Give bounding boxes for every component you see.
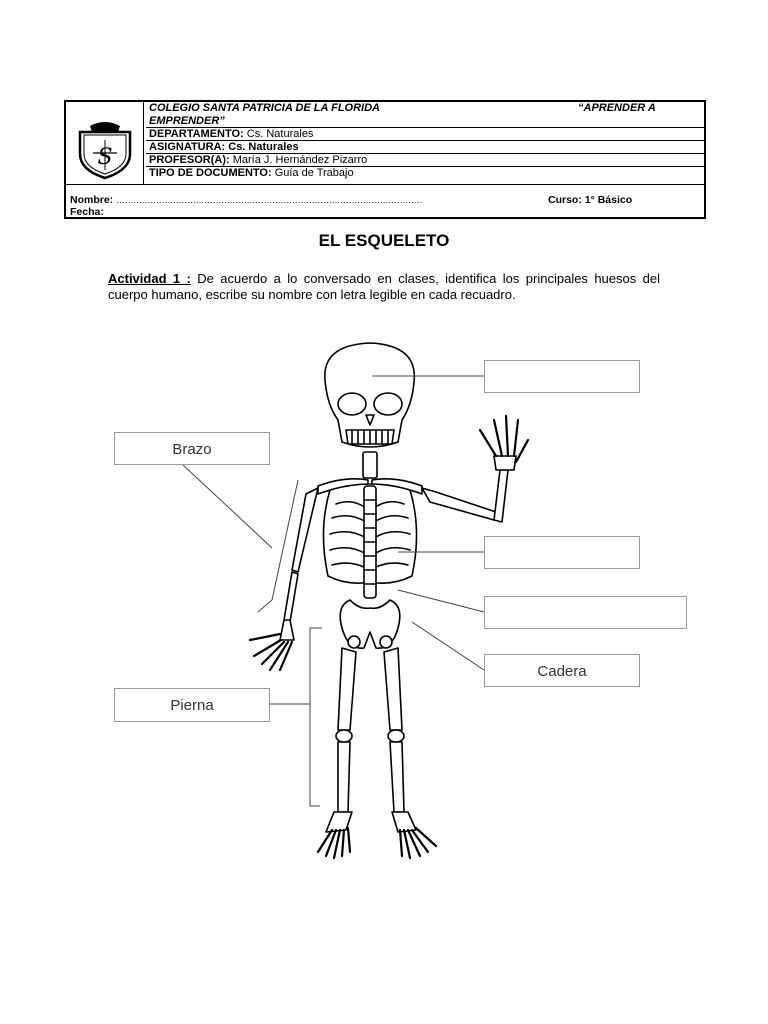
name-field[interactable]: ……………………………………………………………………………………………… (116, 195, 423, 205)
spine-label-box[interactable] (484, 596, 687, 629)
hip-label-box[interactable]: Cadera (484, 654, 640, 687)
teacher-row: PROFESOR(A): María J. Hernández Pizarro (146, 154, 706, 167)
arm-label-box[interactable]: Brazo (114, 432, 270, 465)
name-label: Nombre: (70, 194, 114, 206)
ribs-label-box[interactable] (484, 536, 640, 569)
subject-row: ASIGNATURA: Cs. Naturales (146, 141, 706, 154)
activity-label: Actividad 1 : (108, 271, 191, 286)
leg-bracket-line (310, 628, 322, 806)
school-name: COLEGIO SANTA PATRICIA DE LA FLORIDA (149, 102, 380, 114)
doctype-row: TIPO DE DOCUMENTO: Guía de Trabajo (149, 167, 354, 179)
leg-label-box[interactable]: Pierna (114, 688, 270, 722)
activity-text: De acuerdo a lo conversado en clases, identifica los principales huesos del cuerpo humano, escribe su nombre con letra legible en cada recuadro. (108, 271, 660, 302)
skull-label-box[interactable] (484, 360, 640, 393)
svg-text:S: S (97, 145, 113, 170)
hip-leader-line (412, 622, 484, 670)
date-label: Fecha: (70, 206, 104, 218)
spine-leader-line (398, 590, 484, 612)
arm-leader-line (182, 464, 272, 548)
motto-line-1: “APRENDER A (578, 102, 656, 114)
page-title: EL ESQUELETO (318, 231, 450, 250)
department-row: DEPARTAMENTO: Cs. Naturales (146, 128, 706, 141)
motto-line-2: EMPRENDER” (149, 115, 225, 127)
course-field: Curso: 1° Básico (548, 194, 633, 206)
